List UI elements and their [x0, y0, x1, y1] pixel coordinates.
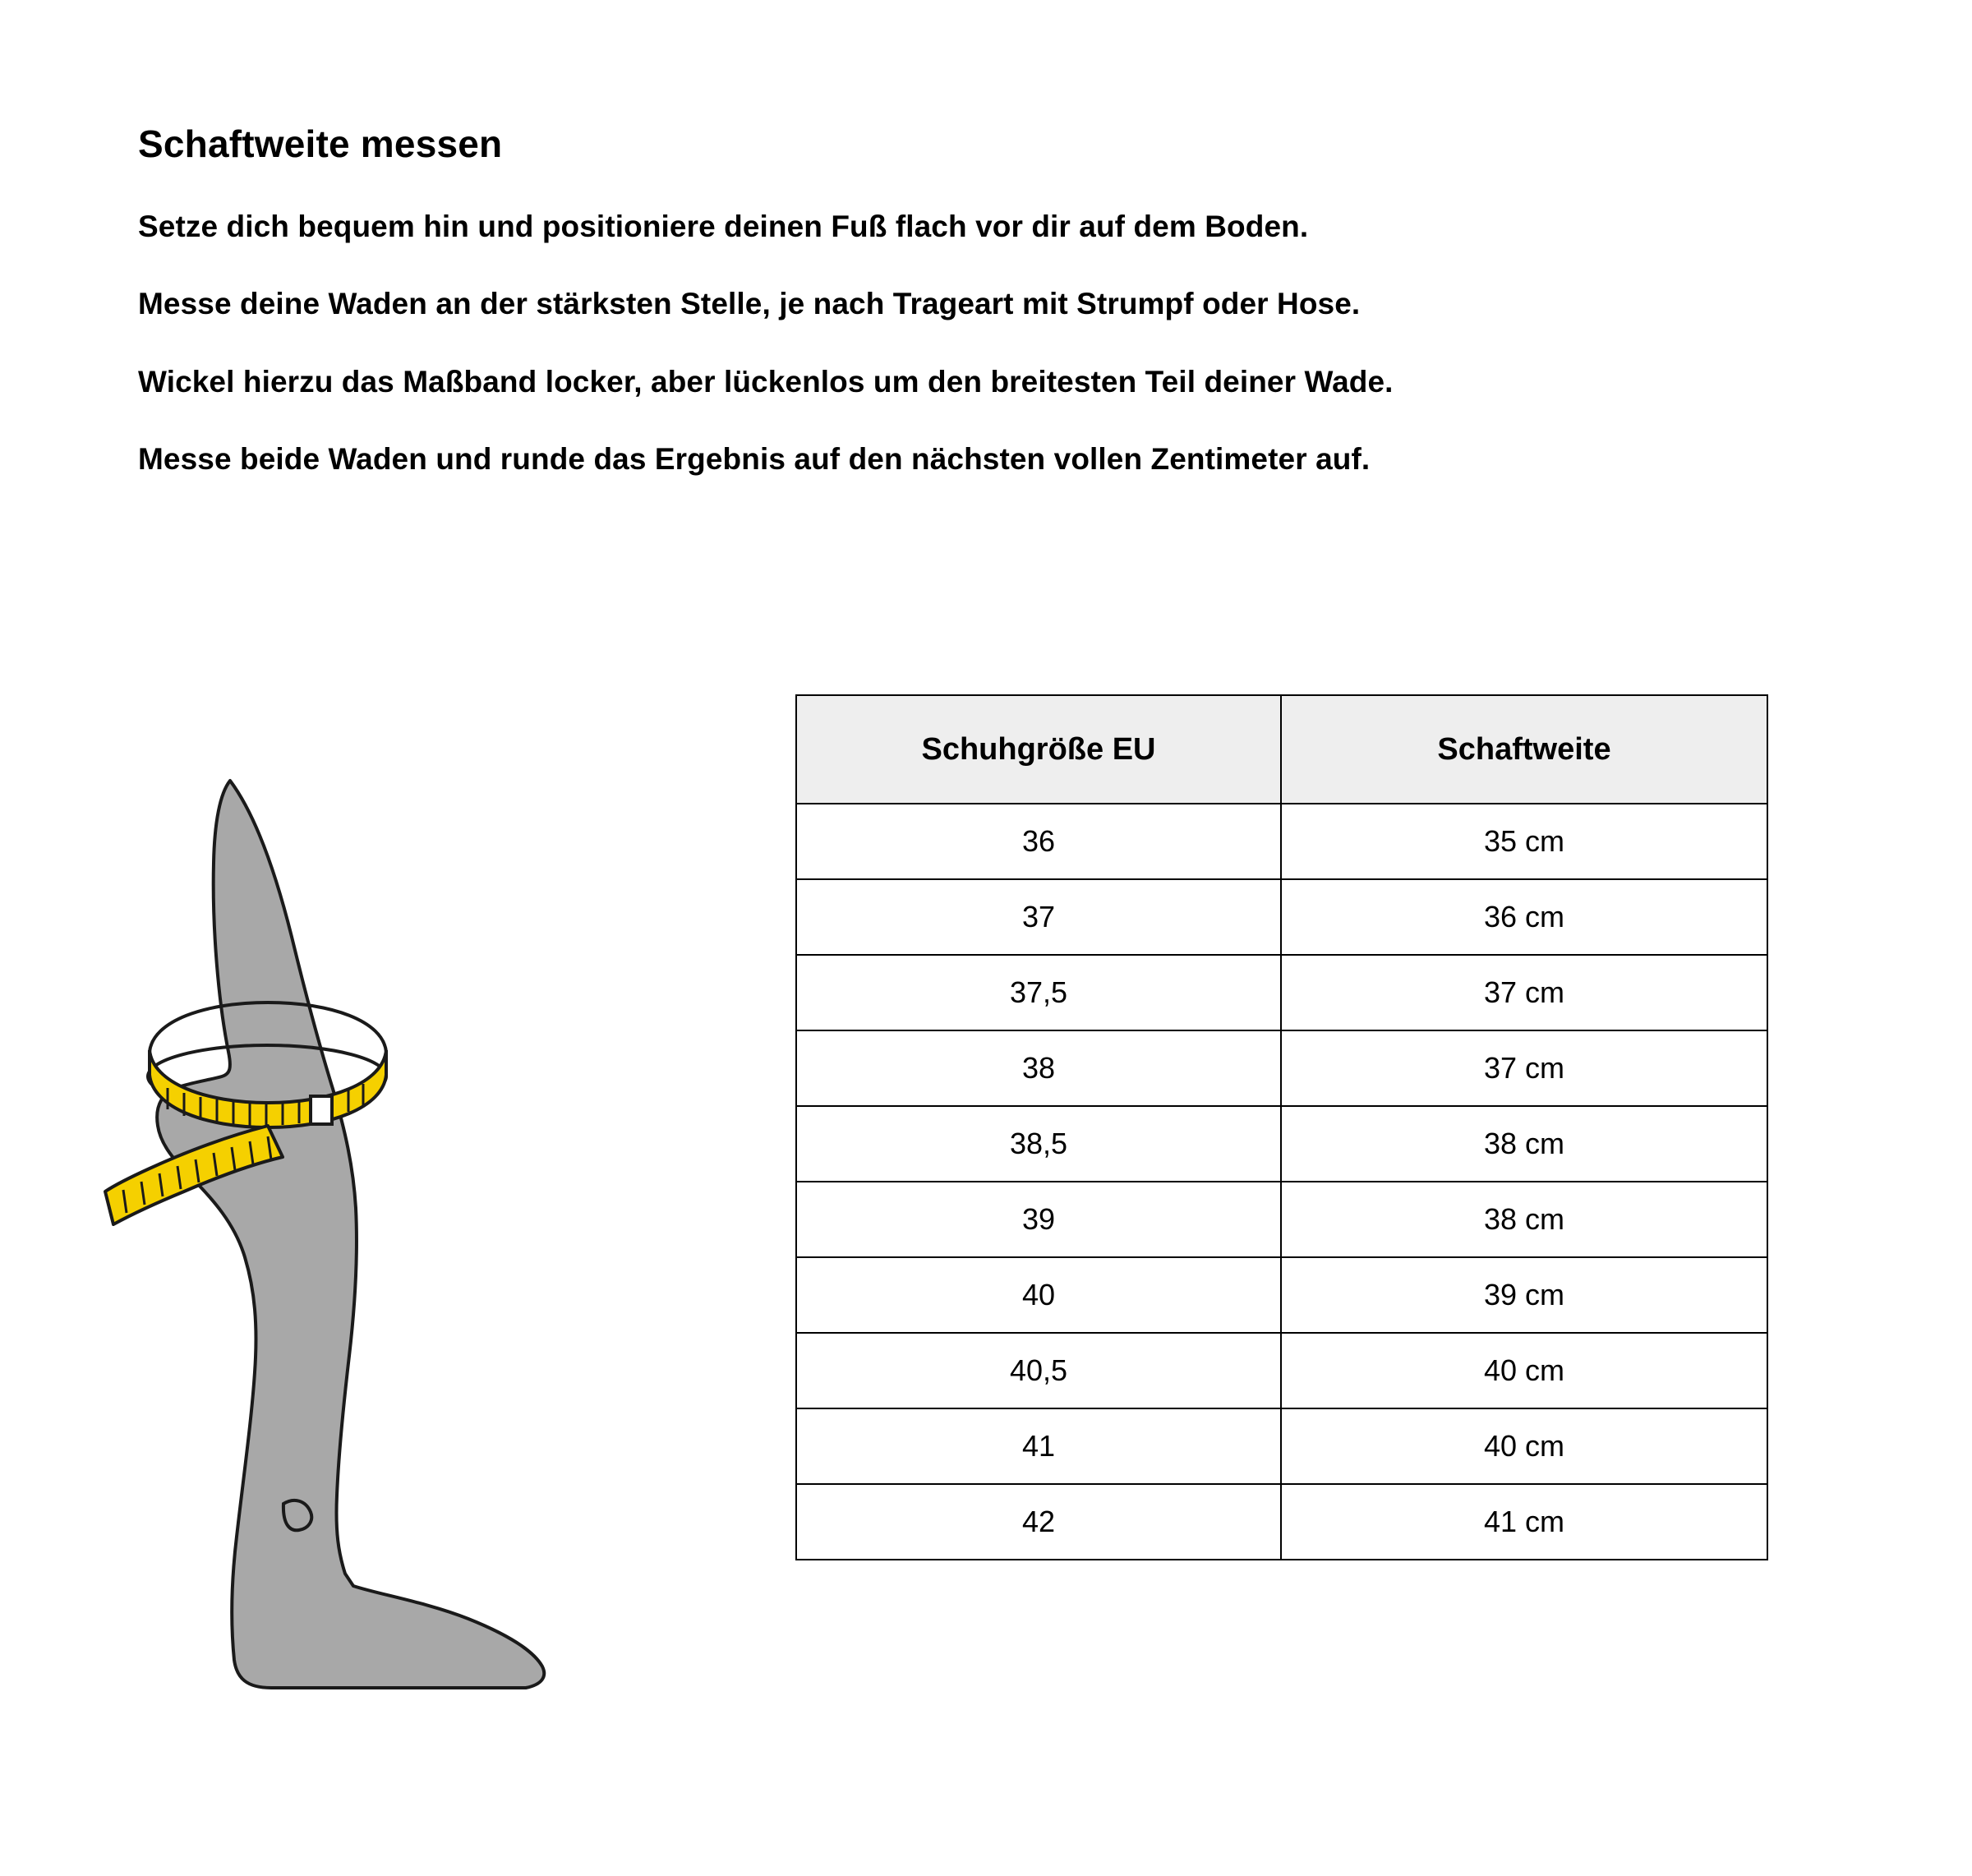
table-row — [796, 1408, 1767, 1484]
column-header-shoe-size: Schuhgröße EU — [796, 695, 1281, 804]
cell-shaft-width: 37 cm — [1281, 1030, 1767, 1106]
cell-shaft-width: 36 cm — [1281, 879, 1767, 955]
table-row — [796, 1030, 1767, 1106]
table-header-row — [796, 695, 1767, 804]
instruction-paragraph-4: Messe beide Waden und runde das Ergebnis auf den nächsten vollen Zentimeter auf. — [138, 442, 1371, 477]
cell-shaft-width: 41 cm — [1281, 1484, 1767, 1560]
cell-shoe-size: 37 — [796, 879, 1281, 955]
instruction-paragraph-1: Setze dich bequem hin und positioniere deinen Fuß flach vor dir auf dem Boden. — [138, 209, 1309, 243]
cell-shaft-width: 35 cm — [1281, 804, 1767, 879]
table-row — [796, 1106, 1767, 1182]
cell-shaft-width: 39 cm — [1281, 1257, 1767, 1333]
cell-shoe-size: 38,5 — [796, 1106, 1281, 1182]
cell-shaft-width: 40 cm — [1281, 1408, 1767, 1484]
size-table — [795, 694, 1768, 1560]
cell-shaft-width: 37 cm — [1281, 955, 1767, 1030]
cell-shoe-size: 41 — [796, 1408, 1281, 1484]
table-row — [796, 804, 1767, 879]
cell-shoe-size: 40,5 — [796, 1333, 1281, 1408]
cell-shoe-size: 37,5 — [796, 955, 1281, 1030]
table-row — [796, 955, 1767, 1030]
cell-shoe-size: 36 — [796, 804, 1281, 879]
cell-shoe-size: 38 — [796, 1030, 1281, 1106]
cell-shaft-width: 38 cm — [1281, 1182, 1767, 1257]
cell-shaft-width: 38 cm — [1281, 1106, 1767, 1182]
column-header-shaft-width: Schaftweite — [1281, 695, 1767, 804]
instruction-paragraph-2: Messe deine Waden an der stärksten Stelle, je nach Trageart mit Strumpf oder Hose. — [138, 287, 1361, 321]
cell-shaft-width: 40 cm — [1281, 1333, 1767, 1408]
size-table-container — [795, 694, 1767, 1560]
table-row — [796, 879, 1767, 955]
instruction-paragraph-3: Wickel hierzu das Maßband locker, aber lückenlos um den breitesten Teil deiner Wade. — [138, 364, 1394, 399]
table-row — [796, 1182, 1767, 1257]
page-title: Schaftweite messen — [138, 122, 503, 165]
leg-shape — [157, 781, 544, 1688]
cell-shoe-size: 42 — [796, 1484, 1281, 1560]
cell-shoe-size: 39 — [796, 1182, 1281, 1257]
intro-section — [138, 123, 1864, 520]
table-row — [796, 1257, 1767, 1333]
table-row — [796, 1333, 1767, 1408]
leg-illustration — [99, 764, 674, 1709]
table-row — [796, 1484, 1767, 1560]
cell-shoe-size: 40 — [796, 1257, 1281, 1333]
